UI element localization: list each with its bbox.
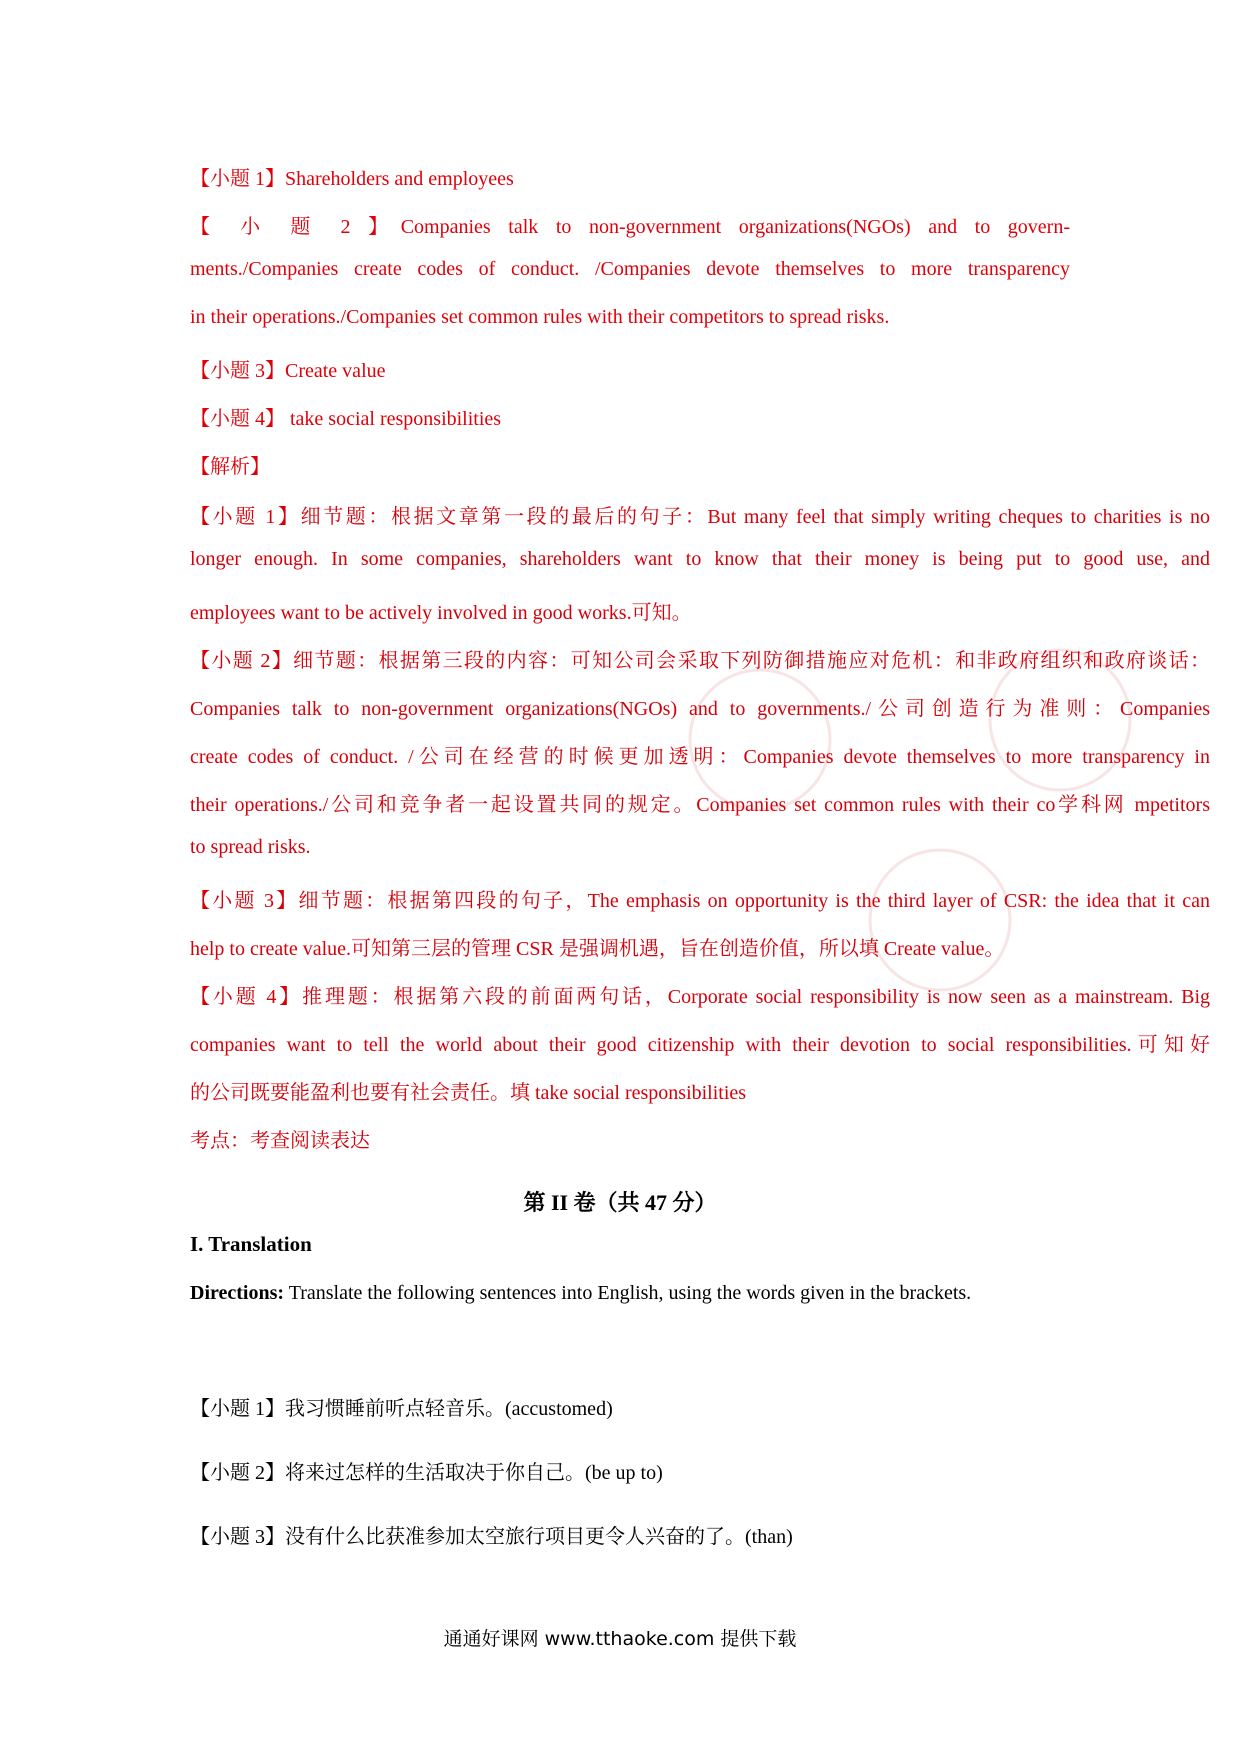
answer-1: 【小题 1】Shareholders and employees bbox=[190, 168, 514, 190]
question-2: 【小题 2】将来过怎样的生活取决于你自己。(be up to) bbox=[190, 1462, 663, 1484]
analysis-heading: 【解析】 bbox=[190, 456, 270, 478]
directions-text: Translate the following sentences into English, using the words given in the brackets. bbox=[284, 1282, 972, 1304]
analysis-4-line-3: 的公司既要能盈利也要有社会责任。填 take social responsibilities bbox=[190, 1082, 747, 1104]
answer-2-line-3: in their operations./Companies set common rules with their competitors to spread risks. bbox=[190, 306, 890, 328]
analysis-4-line-1: 【小题 4】推理题：根据第六段的前面两句话，Corporate social responsibility is now seen as a mainstream. Big bbox=[190, 986, 1210, 1008]
question-3: 【小题 3】没有什么比获准参加太空旅行项目更令人兴奋的了。(than) bbox=[190, 1526, 793, 1548]
analysis-1-line-2: longer enough. In some companies, shareholders want to know that their money is being put to good use, and bbox=[190, 548, 1210, 570]
analysis-2-line-5: to spread risks. bbox=[190, 836, 311, 858]
analysis-2-line-2: Companies talk to non-government organizations(NGOs) and to governments./公司创造行为准则：Companies bbox=[190, 698, 1210, 720]
analysis-1-line-3: employees want to be actively involved in good works.可知。 bbox=[190, 602, 692, 624]
analysis-1-line-1: 【小题 1】细节题：根据文章第一段的最后的句子：But many feel that simply writing cheques to charities is no bbox=[190, 506, 1210, 528]
translation-title: I. Translation bbox=[190, 1232, 312, 1256]
exam-point: 考点：考查阅读表达 bbox=[190, 1130, 370, 1152]
page-footer: 通通好课网 www.tthaoke.com 提供下载 bbox=[443, 1628, 797, 1650]
analysis-4-line-2: companies want to tell the world about their good citizenship with their devotion to social responsibilities.可知好 bbox=[190, 1034, 1210, 1056]
analysis-2-line-1: 【小题 2】细节题：根据第三段的内容：可知公司会采取下列防御措施应对危机：和非政府组织和政府谈话： bbox=[190, 650, 1210, 672]
section-heading: 第 II 卷（共 47 分） bbox=[523, 1190, 717, 1215]
answer-3: 【小题 3】Create value bbox=[190, 360, 386, 382]
analysis-2-line-4: their operations./公司和竞争者一起设置共同的规定。Companies set common rules with their co学科网 mpetitors bbox=[190, 794, 1210, 816]
analysis-2-line-3: create codes of conduct. /公司在经营的时候更加透明：Companies devote themselves to more transparency in bbox=[190, 746, 1210, 768]
analysis-3-line-2: help to create value.可知第三层的管理 CSR 是强调机遇，旨在创造价值，所以填 Create value。 bbox=[190, 938, 1005, 960]
directions-label: Directions: bbox=[190, 1282, 285, 1304]
answer-4: 【小题 4】 take social responsibilities bbox=[190, 408, 502, 430]
answer-2-line-2: ments./Companies create codes of conduct. /Companies devote themselves to more transparency bbox=[190, 258, 1070, 280]
question-1: 【小题 1】我习惯睡前听点轻音乐。(accustomed) bbox=[190, 1398, 613, 1420]
answer-2-line-1: 【 小 题 2 】Companies talk to non-government organizations(NGOs) and to govern- bbox=[190, 216, 1070, 238]
analysis-3-line-1: 【小题 3】细节题：根据第四段的句子，The emphasis on opportunity is the third layer of CSR: the idea that it can bbox=[190, 890, 1210, 912]
directions bbox=[190, 1282, 971, 1305]
